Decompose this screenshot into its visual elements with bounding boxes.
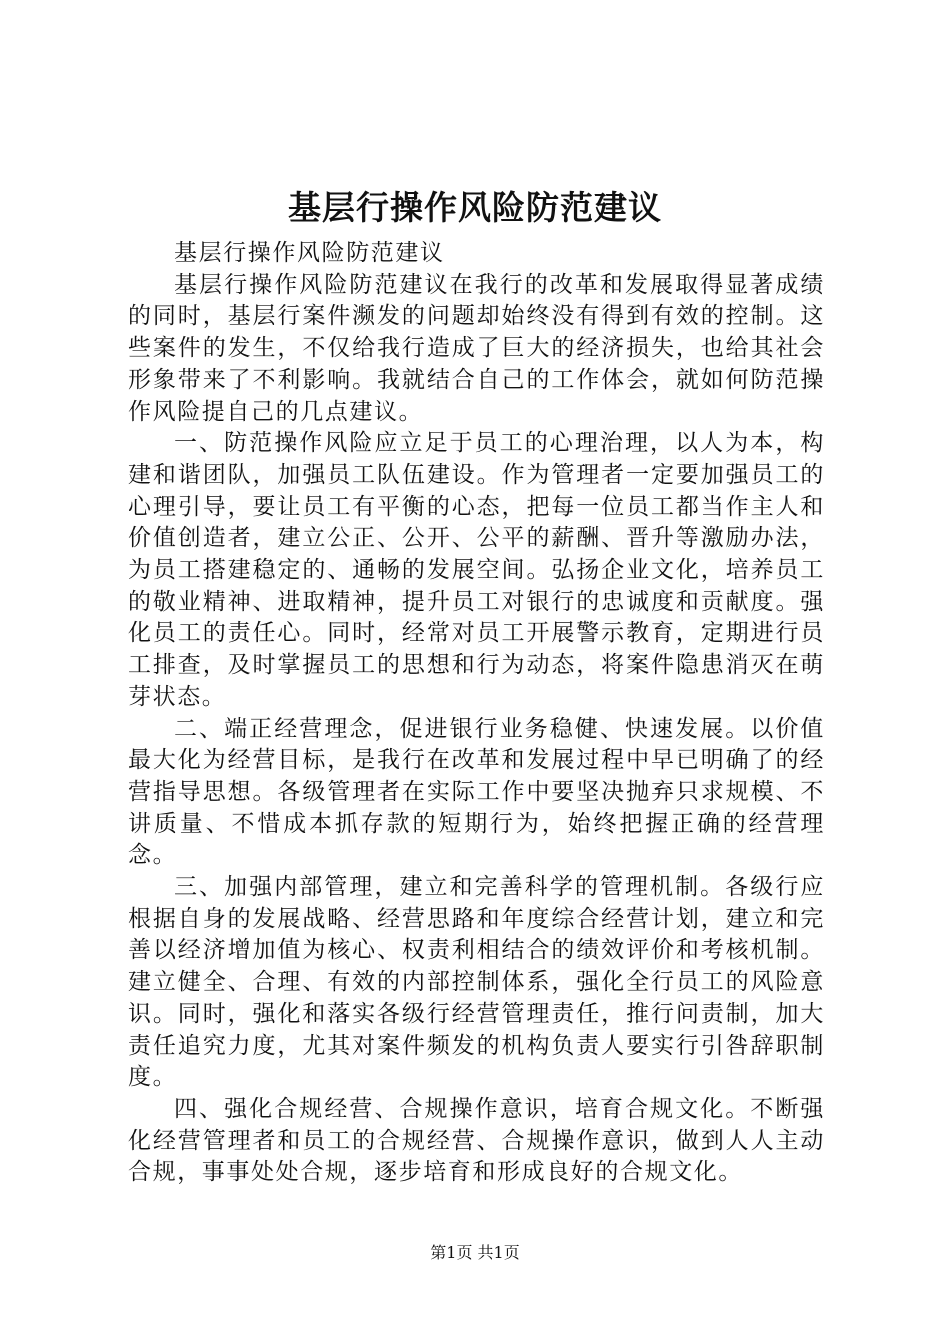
point-four-paragraph: 四、强化合规经营、合规操作意识，培育合规文化。不断强化经营管理者和员工的合规经营、合规操作意识，做到人人主动合规，事事处处合规，逐步培育和形成良好的合规文化。 <box>128 1095 825 1186</box>
intro-paragraph: 基层行操作风险防范建议在我行的改革和发展取得显著成绩的同时，基层行案件濒发的问题却始终没有得到有效的控制。这些案件的发生，不仅给我行造成了巨大的经济损失，也给其社会形象带来了不利影响。我就结合自己的工作体会，就如何防范操作风险提自己的几点建议。 <box>128 271 825 425</box>
point-one-paragraph: 一、防范操作风险应立足于员工的心理治理，以人为本，构建和谐团队，加强员工队伍建设。作为管理者一定要加强员工的心理引导，要让员工有平衡的心态，把每一位员工都当作主人和价值创造者，建立公正、公开、公平的薪酬、晋升等激励办法，为员工搭建稳定的、通畅的发展空间。弘扬企业文化，培养员工的敬业精神、进取精神，提升员工对银行的忠诚度和贡献度。强化员工的责任心。同时，经常对员工开展警示教育，定期进行员工排查，及时掌握员工的思想和行为动态，将案件隐患消灭在萌芽状态。 <box>128 430 825 710</box>
subtitle-paragraph: 基层行操作风险防范建议 <box>174 240 445 266</box>
page-number-footer: 第1页 共1页 <box>430 1243 520 1262</box>
point-three-paragraph: 三、加强内部管理，建立和完善科学的管理机制。各级行应根据自身的发展战略、经营思路和年度综合经营计划，建立和完善以经济增加值为核心、权责利相结合的绩效评价和考核机制。建立健全、合理、有效的内部控制体系，强化全行员工的风险意识。同时，强化和落实各级行经营管理责任，推行问责制，加大责任追究力度，尤其对案件频发的机构负责人要实行引咎辞职制度。 <box>128 874 825 1091</box>
document-title: 基层行操作风险防范建议 <box>288 188 662 227</box>
document-body <box>128 238 825 1189</box>
point-two-paragraph: 二、端正经营理念，促进银行业务稳健、快速发展。以价值最大化为经营目标，是我行在改革和发展过程中早已明确了的经营指导思想。各级管理者在实际工作中要坚决抛弃只求规模、不讲质量、不惜成本抓存款的短期行为，始终把握正确的经营理念。 <box>128 715 825 869</box>
